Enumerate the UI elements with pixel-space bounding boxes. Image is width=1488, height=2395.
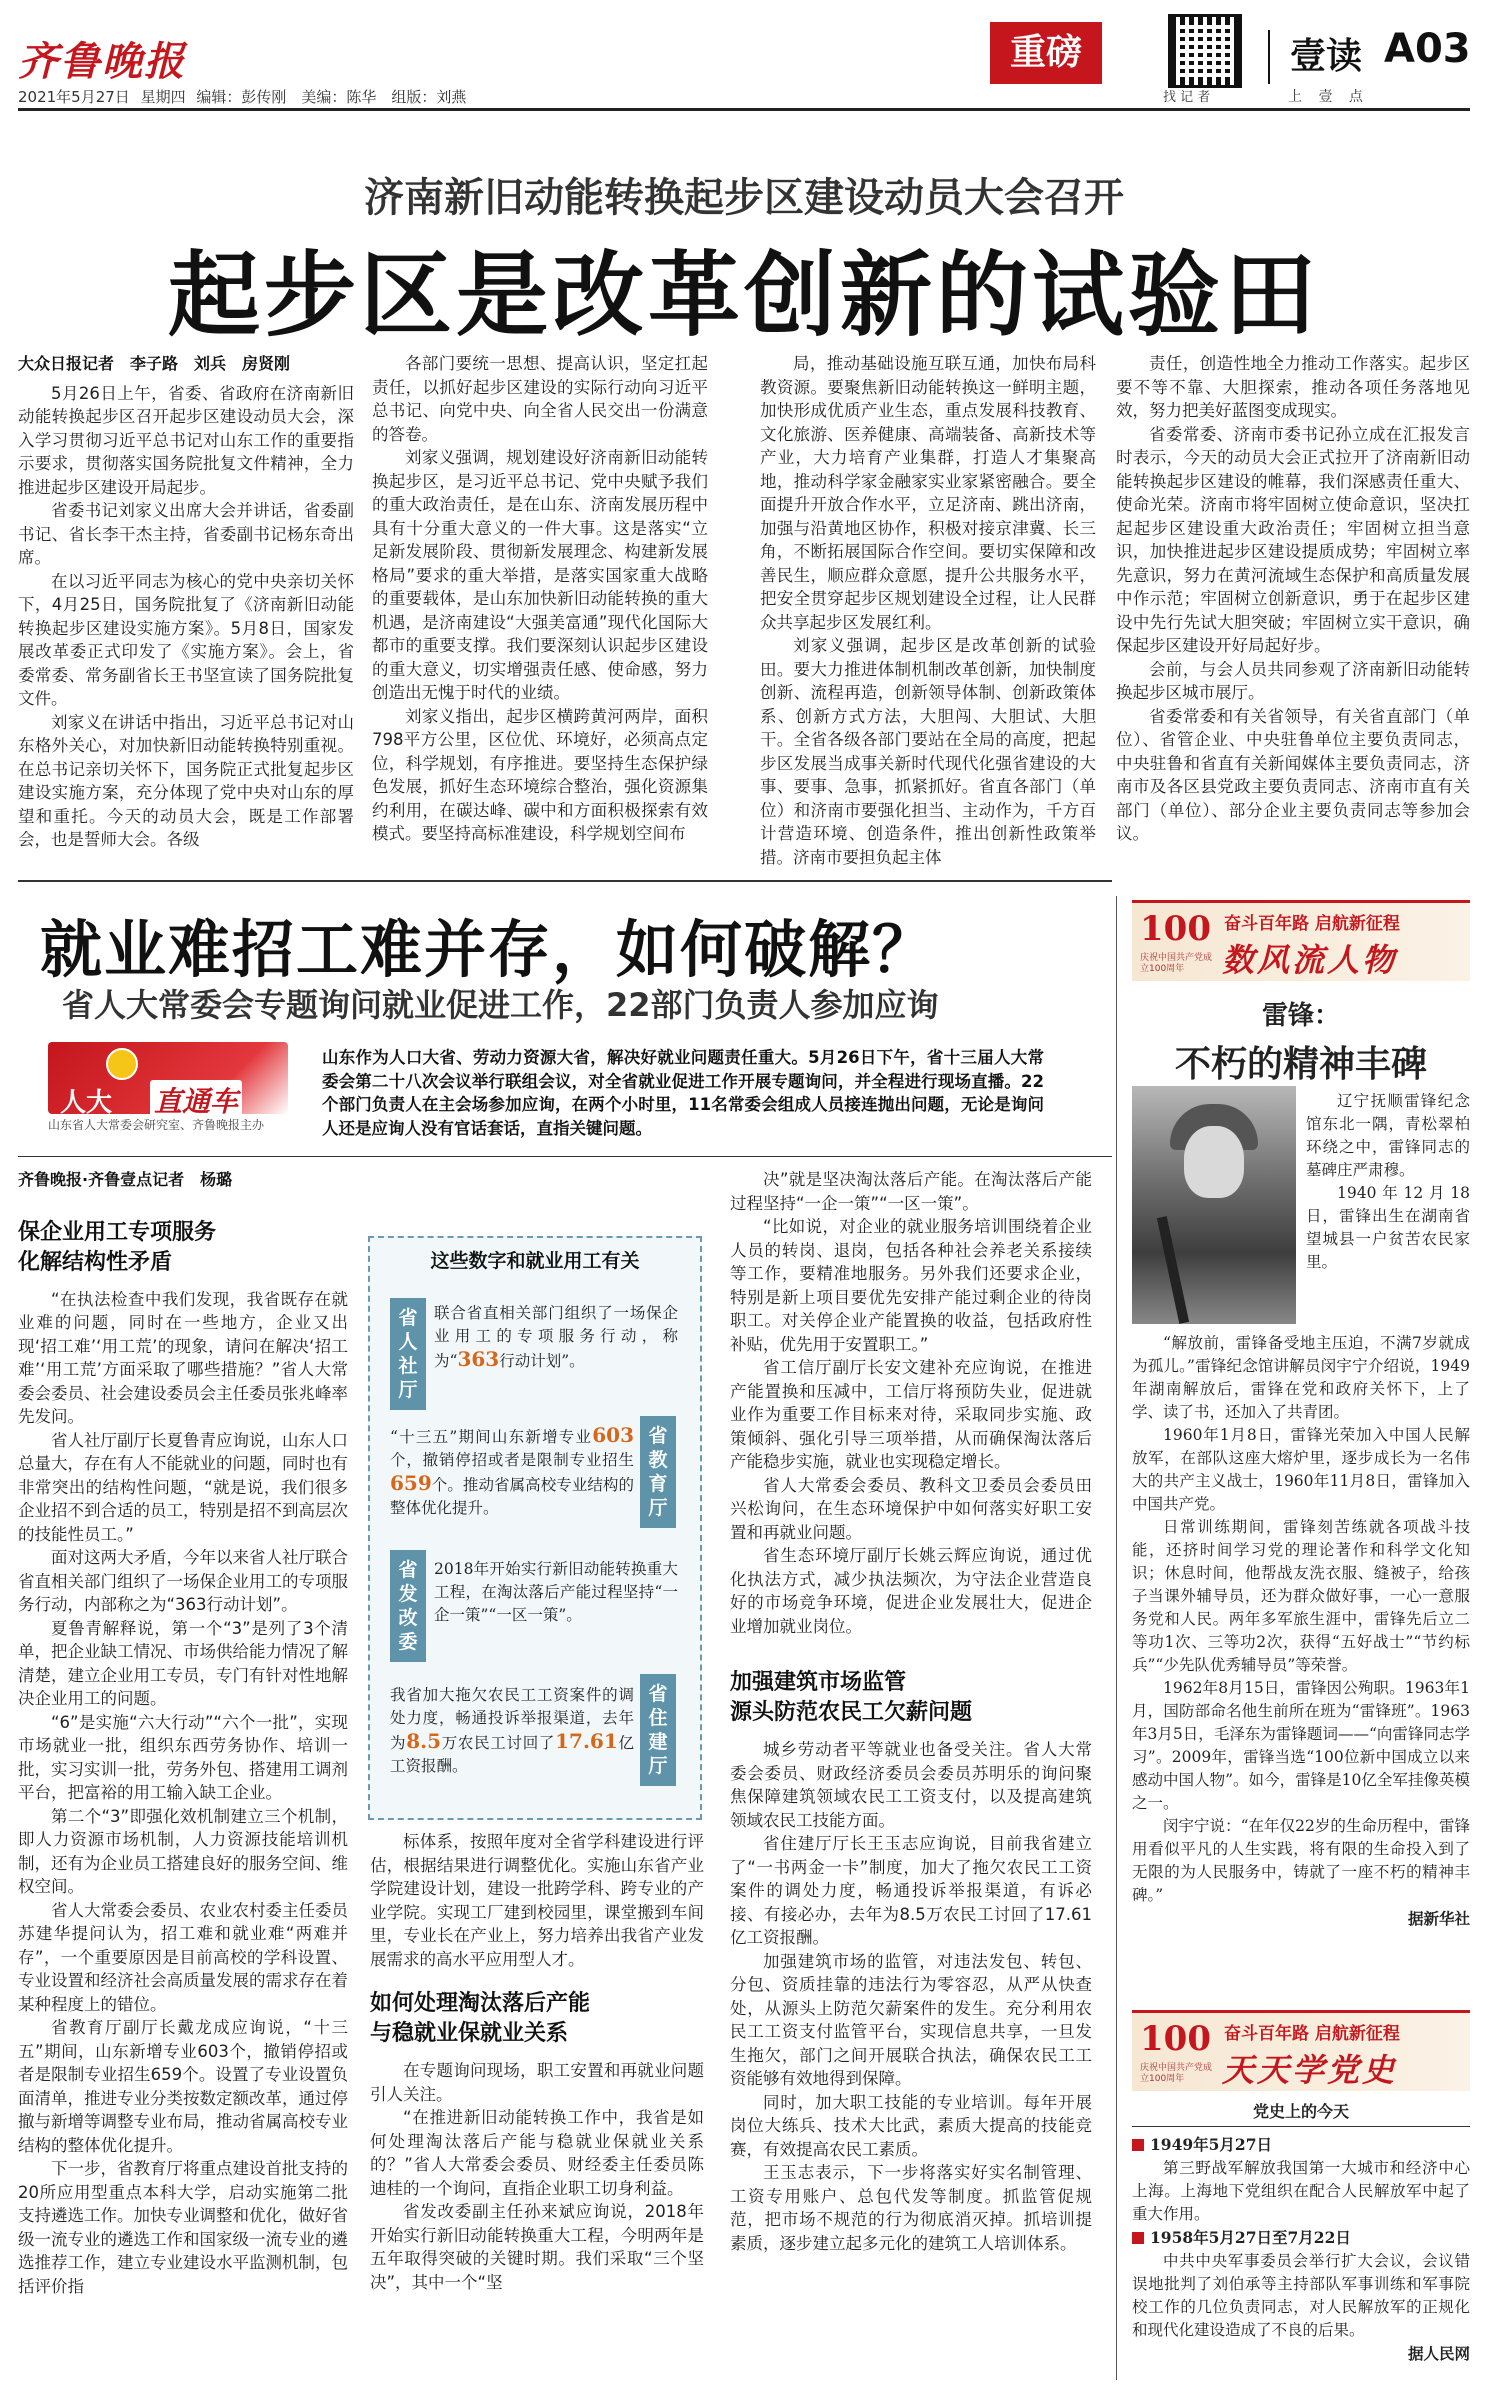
paragraph: 各部门要统一思想、提高认识，坚定扛起责任，以抓好起步区建设的实际行动向习近平总书记、向党中央、向全省人民交出一份满意的答卷。 bbox=[372, 354, 708, 444]
story2-column-3 bbox=[730, 1168, 1092, 2255]
qr-code-icon bbox=[1168, 14, 1242, 88]
sidebar-text bbox=[1132, 1332, 1470, 1930]
newspaper-logo: 齐鲁晚报 bbox=[18, 38, 186, 85]
paragraph: 省教育厅副厅长戴龙成应询说，“十三五”期间，山东新增专业603个，撤销停招或者是限制专业招生659个。设置了专业设置负面清单，推进专业分类按数定额改革，通过停撤与新增等调整专业布局，推动省属高校专业结构的整体优化提升。 bbox=[18, 2018, 348, 2155]
section-title: 加强建筑市场监管 源头防范农民工欠薪问题 bbox=[730, 1670, 973, 1725]
story2-column-1 bbox=[18, 1168, 348, 2298]
story2-headline: 就业难招工难并存，如何破解？ bbox=[40, 913, 937, 986]
banner-tiny: 庆祝中国共产党成立100周年 bbox=[1140, 2063, 1213, 2084]
paragraph: 下一步，省教育厅将重点建设首批支持的20所应用型重点本科大学，启动实施第二批支持遴选工作。加快专业调整和优化，做好省级一流专业的遴选工作和国家级一流专业的遴选推荐工作，建立专业建设水平监测机制，包括评价指 bbox=[18, 2159, 348, 2296]
dept-tag: 省住建厅 bbox=[640, 1674, 676, 1786]
story1-kicker: 济南新旧动能转换起步区建设动员大会召开 bbox=[364, 175, 1124, 221]
numbers-box bbox=[368, 1236, 702, 1820]
paragraph: 省发改委副主任孙来斌应询说，2018年开始实行新旧动能转换重大工程，今明两年是五年取得突破的关键时期。我们采取“三个坚决”，其中一个“坚 bbox=[370, 2202, 704, 2292]
national-emblem-icon bbox=[106, 1048, 138, 1080]
box-text: 行动计划”。 bbox=[499, 1352, 585, 1370]
reporter-label: 上 壹 点 bbox=[1288, 89, 1369, 105]
dateline bbox=[18, 86, 466, 107]
paragraph: 1962年8月15日，雷锋因公殉职。1963年1月，国防部命名他生前所在班为“雷锋班”。1963年3月5日，毛泽东为雷锋题词——“向雷锋同志学习”。2009年，雷锋当选“100位新中国成立以来感动中国人物”。如今，雷锋是10亿全军挂像英模之一。 bbox=[1132, 1679, 1470, 1812]
logo-caption: 山东省人大常委会研究室、齐鲁晚报主办 bbox=[48, 1118, 265, 1132]
paragraph: 省人大常委会委员、教科文卫委员会委员田兴松询问，在生态环境保护中如何落实好职工安置和再就业问题。 bbox=[730, 1475, 1092, 1542]
box-item bbox=[434, 1302, 678, 1373]
event-date: 1949年5月27日 bbox=[1150, 2135, 1272, 2154]
renda-zhitongche-logo bbox=[48, 1042, 288, 1134]
paragraph: 闵宇宁说：“在年仅22岁的生命历程中，雷锋用看似平凡的人生实践，将有限的生命投入到了无限的为人民服务中，铸就了一座不朽的精神丰碑。” bbox=[1132, 1817, 1470, 1904]
box-item bbox=[390, 1684, 634, 1778]
person-name: 雷锋： bbox=[1261, 1001, 1340, 1031]
story1-column-4 bbox=[1116, 352, 1470, 846]
paragraph: 决”就是坚决淘汰落后产能。在淘汰落后产能过程坚持“一企一策”“一区一策”。 bbox=[730, 1170, 1092, 1213]
box-text: 个，撤销停招或者是限制专业招生 bbox=[390, 1451, 634, 1469]
logo-text: 直通车 bbox=[150, 1080, 242, 1120]
box-number: 363 bbox=[457, 1347, 500, 1371]
event-date: 1958年5月27日至7月22日 bbox=[1150, 2228, 1351, 2247]
story2-byline: 齐鲁晚报·齐鲁壹点记者 杨璐 bbox=[18, 1170, 233, 1189]
section-title: 保企业用工专项服务 化解结构性矛盾 bbox=[18, 1219, 217, 1275]
issue-date: 2021年5月27日 bbox=[18, 88, 130, 106]
paragraph: 会前，与会人员共同参观了济南新旧动能转换起步区城市展厅。 bbox=[1116, 659, 1470, 702]
paragraph: 5月26日上午，省委、省政府在济南新旧动能转换起步区召开起步区建设动员大会，深入学习贯彻习近平总书记对山东工作的重要指示要求，贯彻落实国务院批复文件精神，全力推进起步区建设开局起步。 bbox=[18, 383, 354, 497]
section-name: 壹读 bbox=[1290, 36, 1363, 77]
events-list bbox=[1132, 2133, 1470, 2365]
paragraph: “比如说，对企业的就业服务培训围绕着企业人员的转岗、退岗，包括各种社会养老关系接续等工作，要精准地服务。另外我们还要求企业，特别是新上项目要优先安排产能过剩企业的待岗职工。对关停企业产能置换的收益，包括政府性补贴，优先用于安置职工。” bbox=[730, 1217, 1092, 1354]
paragraph: 王玉志表示，下一步将落实好实名制管理、工资专用账户、总包代发等制度。抓监管促规范，把市场不规范的行为彻底消灭掉。抓培训提素质，逐步建立起多元化的建筑工人培训体系。 bbox=[730, 2163, 1092, 2253]
sidebar-text-top bbox=[1306, 1090, 1470, 1274]
box-text: 我省加大拖欠农民工工资案件的调处力度，畅通投诉举报渠道，去年为 bbox=[390, 1686, 634, 1752]
paragraph: 城乡劳动者平等就业也备受关注。省人大常委会委员、财政经济委员会委员苏明乐的询问聚焦保障建筑领域农民工工资支付，以及提高建筑领域农民工技能方面。 bbox=[730, 1740, 1092, 1830]
sidebar bbox=[1132, 900, 1470, 1087]
qr-label: 找 记 者 bbox=[1163, 90, 1211, 105]
story2-column-2 bbox=[370, 1830, 704, 2294]
box-text: 万农民工讨回了 bbox=[441, 1734, 556, 1752]
paragraph: 局，推动基础设施互联互通，加快布局科教资源。要聚焦新旧动能转换这一鲜明主题，加快形成优质产业生态，重点发展科技教育、文化旅游、医养健康、高端装备、高新技术等产业，大力培育产业集群，打造人才集聚高地，推动科学家金融家实业家紧密融合。要全面提升开放合作水平，立足济南、跳出济南，加强与沿黄地区协作，积极对接京津冀、长三角，不断拓展国际合作空间。要切实保障和改善民生，顺应群众意愿，提升公共服务水平，把安全贯穿起步区规划建设全过程，让人民群众共享起步区发展红利。 bbox=[760, 354, 1096, 632]
paragraph: 刘家义指出，起步区横跨黄河两岸，面积798平方公里，区位优、环境好，必须高点定位，科学规划，有序推进。要坚持生态保护绿色发展，抓好生态环境综合整治，强化资源集约利用，在碳达峰、碳中和方面积极探索有效模式。要坚持高标准建设，科学规划空间布 bbox=[372, 706, 708, 843]
paragraph: “在推进新旧动能转换工作中，我省是如何处理淘汰落后产能与稳就业保就业关系的？”省人大常委会委员、财经委主任委员陈迪桂的一个询问，直指企业职工切身利益。 bbox=[370, 2108, 704, 2198]
sidebar-party-history bbox=[1132, 2010, 1470, 2365]
paragraph: 省人大常委会委员、农业农村委主任委员苏建华提问认为，招工难和就业难“两难并存”，一个重要原因是目前高校的学科设置、专业设置和经济社会高质量发展的需求存在着某种程度上的错位。 bbox=[18, 1900, 348, 2014]
event-text: 第三野战军解放我国第一大城市和经济中心上海。上海地下党组织在配合人民解放军中起了重大作用。 bbox=[1132, 2159, 1470, 2223]
box-text: 联合省直相关部门组织了一场保企业用工的专项服务行动，称为“ bbox=[434, 1304, 678, 1370]
banner-shu-feng-liu bbox=[1132, 900, 1470, 981]
today-label: 党史上的今天 bbox=[1132, 2099, 1470, 2127]
header-divider bbox=[1268, 30, 1270, 84]
paragraph: “6”是实施“六大行动”“六个一批”，实现市场就业一批，组织东西劳务协作、培训一批，实习实训一批，劳务外包、搭建用工调剂平台，把富裕的用工输入缺工企业。 bbox=[18, 1712, 348, 1802]
banner-number: 100 bbox=[1140, 909, 1211, 949]
paragraph: 标体系，按照年度对全省学科建设进行评估，根据结果进行调整优化。实施山东省产业学院建设计划，建设一批跨学科、跨专业的产业学院。实现工厂建到校园里，课堂搬到车间里，专业长在产业上，努力培养出我省产业发展需求的高水平应用型人才。 bbox=[370, 1832, 704, 1969]
story1-column-2 bbox=[372, 352, 708, 846]
paragraph: 责任，创造性地全力推动工作落实。起步区要不等不靠、大胆探索，推动各项任务落地见效，努力把美好蓝图变成现实。 bbox=[1116, 354, 1470, 420]
credit: 据人民网 bbox=[1407, 2344, 1470, 2363]
box-item bbox=[390, 1424, 634, 1520]
box-number: 8.5 bbox=[406, 1729, 441, 1753]
story1-byline: 大众日报记者 李子路 刘兵 房贤刚 bbox=[18, 354, 291, 373]
story1-headline: 起步区是改革创新的试验田 bbox=[167, 242, 1320, 349]
lei-feng-photo bbox=[1132, 1086, 1296, 1324]
box-text: 个。推动省属高校专业结构的整体优化提升。 bbox=[390, 1476, 634, 1517]
paragraph: 夏鲁青解释说，第一个“3”是列了3个清单，把企业缺工情况、市场供给能力情况了解清楚，建立企业用工专员，专门有针对性地解决企业用工的问题。 bbox=[18, 1618, 348, 1708]
story-divider bbox=[18, 880, 1112, 882]
paragraph: 省委常委和有关省领导，有关省直部门（单位）、省管企业、中央驻鲁单位主要负责同志，中央驻鲁和省直有关新闻媒体主要负责同志，济南市及各区县党政主要负责同志、济南市直有关部门（单位）、部分企业主要负责同志等参加会议。 bbox=[1116, 706, 1470, 843]
paragraph: 省生态环境厅副厅长姚云辉应询说，通过优化执法方式，减少执法频次，为守法企业营造良好的市场竞争环境，促进企业发展壮大，促进企业增加就业岗位。 bbox=[730, 1546, 1092, 1636]
box-title: 这些数字和就业用工有关 bbox=[430, 1250, 640, 1272]
banner-slogan: 奋斗百年路 启航新征程 bbox=[1224, 914, 1400, 934]
paragraph: 第二个“3”即强化效机制建立三个机制，即人力资源市场机制，人力资源技能培训机制，还有为企业员工搭建良好的服务空间、维权空间。 bbox=[18, 1806, 348, 1896]
paragraph: 在专题询问现场，职工安置和再就业问题引人关注。 bbox=[370, 2061, 704, 2104]
paragraph: 1940年12月18日，雷锋出生在湖南省望城县一户贫苦农民家里。 bbox=[1306, 1184, 1470, 1271]
paragraph: 省住建厅厅长王玉志应询说，目前我省建立了“一书两金一卡”制度，加大了拖欠农民工工资案件的调处力度，畅通投诉举报渠道，有诉必接、有接必办，去年为8.5万农民工讨回了17.61亿工资报酬。 bbox=[730, 1834, 1092, 1947]
event-text: 中共中央军事委员会举行扩大会议，会议错误地批判了刘伯承等主持部队军事训练和军事院校工作的几位负责同志，对人民解放军的正规化和现代化建设造成了不良的后果。 bbox=[1132, 2252, 1470, 2339]
paragraph: 刘家义在讲话中指出，习近平总书记对山东格外关心，对加快新旧动能转换特别重视。在总书记亲切关怀下，国务院正式批复起步区建设实施方案，充分体现了党中央对山东的厚望和重托。今天的动员大会，既是工作部署会，也是誓师大会。各级 bbox=[18, 712, 354, 849]
credit: 据新华社 bbox=[1407, 1909, 1470, 1928]
banner-title: 数风流人物 bbox=[1222, 941, 1398, 979]
paragraph: 在以习近平同志为核心的党中央亲切关怀下，4月25日，国务院批复了《济南新旧动能转换起步区建设实施方案》。5月8日，国家发展改革委正式印发了《实施方案》。会上，省委常委、常务副省长王书坚宣读了国务院批复文件。 bbox=[18, 571, 354, 708]
paragraph: 刘家义强调，起步区是改革创新的试验田。要大力推进体制机制改革创新，加快制度创新、流程再造，创新领导体制、创新政策体系、创新方式方法，大胆闯、大胆试、大胆干。全省各级各部门要站在全局的高度，把起步区发展当成事关新时代现代化强省建设的大事、要事、急事，抓紧抓好。省直各部门（单位）和济南市要强化担当、主动作为，千方百计营造环境、创造条件，推出创新性政策举措。济南市要担负起主体 bbox=[760, 636, 1096, 867]
banner-title: 天天学党史 bbox=[1222, 2051, 1398, 2089]
box-text: “十三五”期间山东新增专业 bbox=[390, 1428, 593, 1446]
paragraph: 省委常委、济南市委书记孙立成在汇报发言时表示，今天的动员大会正式拉开了济南新旧动能转换起步区建设的帷幕，我们深感责任重大、使命光荣。济南市将牢固树立使命意识，坚决扛起起步区建设重大政治责任；牢固树立担当意识，加快推进起步区建设提质成势；牢固树立率先意识，努力在黄河流域生态保护和高质量发展中作示范；牢固树立创新意识，勇于在起步区建设中先行先试大胆突破；牢固树立实干意识，确保起步区建设开好局起好步。 bbox=[1116, 424, 1470, 655]
paragraph: 刘家义强调，规划建设好济南新旧动能转换起步区，是习近平总书记、党中央赋予我们的重大政治责任，是在山东、济南发展历程中具有十分重大意义的一件大事。这是落实“立足新发展阶段、贯彻新发展理念、构建新发展格局”要求的重大举措，是落实国家重大战略的重要载体，是山东加快新旧动能转换的重大机遇，是济南建设“大强美富通”现代化国际大都市的重要支撑。我们要深刻认识起步区建设的重大意义，切实增强责任感、使命感，努力创造出无愧于时代的业绩。 bbox=[372, 448, 708, 702]
paragraph: 同时，加大职工技能的专业培训。每年开展岗位大练兵、技术大比武，素质大提高的技能竞赛，有效提高农民工素质。 bbox=[730, 2092, 1092, 2159]
paragraph: “解放前，雷锋备受地主压迫，不满7岁就成为孤儿。”雷锋纪念馆讲解员闵宇宁介绍说，1949年湖南解放后，雷锋在党和政府关怀下，上了学、读了书，还加入了共青团。 bbox=[1132, 1334, 1470, 1421]
paragraph: 省委书记刘家义出席大会并讲话，省委副书记、省长李干杰主持，省委副书记杨东奇出席。 bbox=[18, 501, 354, 567]
paragraph: 省工信厅副厅长安文建补充应询说，在推进产能置换和压减中，工信厅将预防失业，促进就业作为重要工作目标来对待，采取同步实施、政策倾斜、强化引导三项举措，从而确保淘汰落后产能稳步实施，就业也实现稳定增长。 bbox=[730, 1358, 1092, 1471]
header-rule bbox=[18, 108, 1470, 111]
dept-tag: 省教育厅 bbox=[640, 1416, 676, 1528]
paragraph: 1960年1月8日，雷锋光荣加入中国人民解放军，在部队这座大熔炉里，逐步成长为一名伟大的共产主义战士，1960年11月8日，雷锋加入中国共产党。 bbox=[1132, 1426, 1470, 1513]
box-number: 17.61 bbox=[555, 1729, 618, 1753]
story-divider bbox=[18, 1156, 1112, 1157]
story1-column-3 bbox=[760, 352, 1096, 869]
paragraph: 日常训练期间，雷锋刻苦练就各项战斗技能，还挤时间学习党的理论著作和科学文化知识；休息时间，他帮战友洗衣服、缝被子，给孩子当课外辅导员，还为群众做好事，一心一意服务党和人民。两年多军旅生涯中，雷锋先后立二等功1次、三等功2次，获得“五好战士”“节约标兵”“少先队优秀辅导员”等荣誉。 bbox=[1132, 1518, 1470, 1674]
banner-tian-tian-xue-dang-shi bbox=[1132, 2010, 1470, 2091]
section-tag: 重磅 bbox=[990, 22, 1102, 84]
dept-tag: 省发改委 bbox=[390, 1550, 426, 1662]
paragraph: 加强建筑市场的监管，对违法发包、转包、分包、资质挂靠的违法行为零容忍，从严从快查处，从源头上防范欠薪案件的发生。充分利用农民工工资支付监管平台，实现信息共享，一旦发生拖欠，部门之间开展联合执法，确保农民工工资能够有效地得到保障。 bbox=[730, 1951, 1092, 2088]
paragraph: “在执法检查中我们发现，我省既存在就业难的问题，同时在一些地方，企业又出现‘招工难’‘用工荒’的现象，请问在解决‘招工难’‘用工荒’方面采取了哪些措施？”省人大常委会委员、社会建设委员会主任委员张兆峰率先发问。 bbox=[18, 1289, 348, 1426]
banner-tiny: 庆祝中国共产党成立100周年 bbox=[1140, 953, 1213, 974]
box-number: 659 bbox=[390, 1471, 432, 1495]
paragraph: 辽宁抚顺雷锋纪念馆东北一隅，青松翠柏环绕之中，雷锋同志的墓碑庄严肃穆。 bbox=[1306, 1092, 1470, 1179]
box-item: 2018年开始实行新旧动能转换重大工程，在淘汰落后产能过程坚持“一企一策”“一区一策”。 bbox=[434, 1560, 678, 1624]
logo-text: 人大 bbox=[60, 1088, 113, 1118]
box-text: 亿工资报酬。 bbox=[390, 1734, 634, 1775]
column-divider bbox=[1116, 896, 1117, 2380]
page-number: A03 bbox=[1384, 26, 1471, 72]
box-number: 603 bbox=[592, 1423, 634, 1447]
event-item bbox=[1132, 2226, 1470, 2250]
story2-subhead: 省人大常委会专题询问就业促进工作，22部门负责人参加应询 bbox=[62, 986, 939, 1024]
weekday: 星期四 bbox=[140, 88, 186, 106]
person-title: 不朽的精神丰碑 bbox=[1174, 1044, 1427, 1085]
dept-tag: 省人社厅 bbox=[390, 1298, 426, 1410]
paragraph: 省人社厅副厅长夏鲁青应询说，山东人口总量大，存在有人不能就业的问题，同时也有非常突出的结构性问题，“就是说，我们很多企业招不到合适的员工，特别是招不到高层次的技能性员工。” bbox=[18, 1430, 348, 1544]
banner-slogan: 奋斗百年路 启航新征程 bbox=[1224, 2024, 1400, 2044]
story1-column-1 bbox=[18, 352, 354, 852]
section-title: 如何处理淘汰落后产能 与稳就业保就业关系 bbox=[370, 1991, 591, 2046]
banner-number: 100 bbox=[1140, 2019, 1211, 2059]
editors: 编辑：彭传刚 美编：陈华 组版：刘燕 bbox=[196, 88, 467, 106]
paragraph: 面对这两大矛盾，今年以来省人社厅联合省直相关部门组织了一场保企业用工的专项服务行动，内部称之为“363行动计划”。 bbox=[18, 1548, 348, 1614]
event-item bbox=[1132, 2133, 1470, 2157]
story2-intro: 山东作为人口大省、劳动力资源大省，解决好就业问题责任重大。5月26日下午，省十三届人大常委会第二十八次会议举行联组会议，对全省就业促进工作开展专题询问，并全程进行现场直播。22个部门负责人在主会场参加应询，在两个小时里，11名常委会组成人员接连抛出问题，无论是询问人还是应询人没有官话套话，直指关键问题。 bbox=[322, 1048, 1044, 1138]
